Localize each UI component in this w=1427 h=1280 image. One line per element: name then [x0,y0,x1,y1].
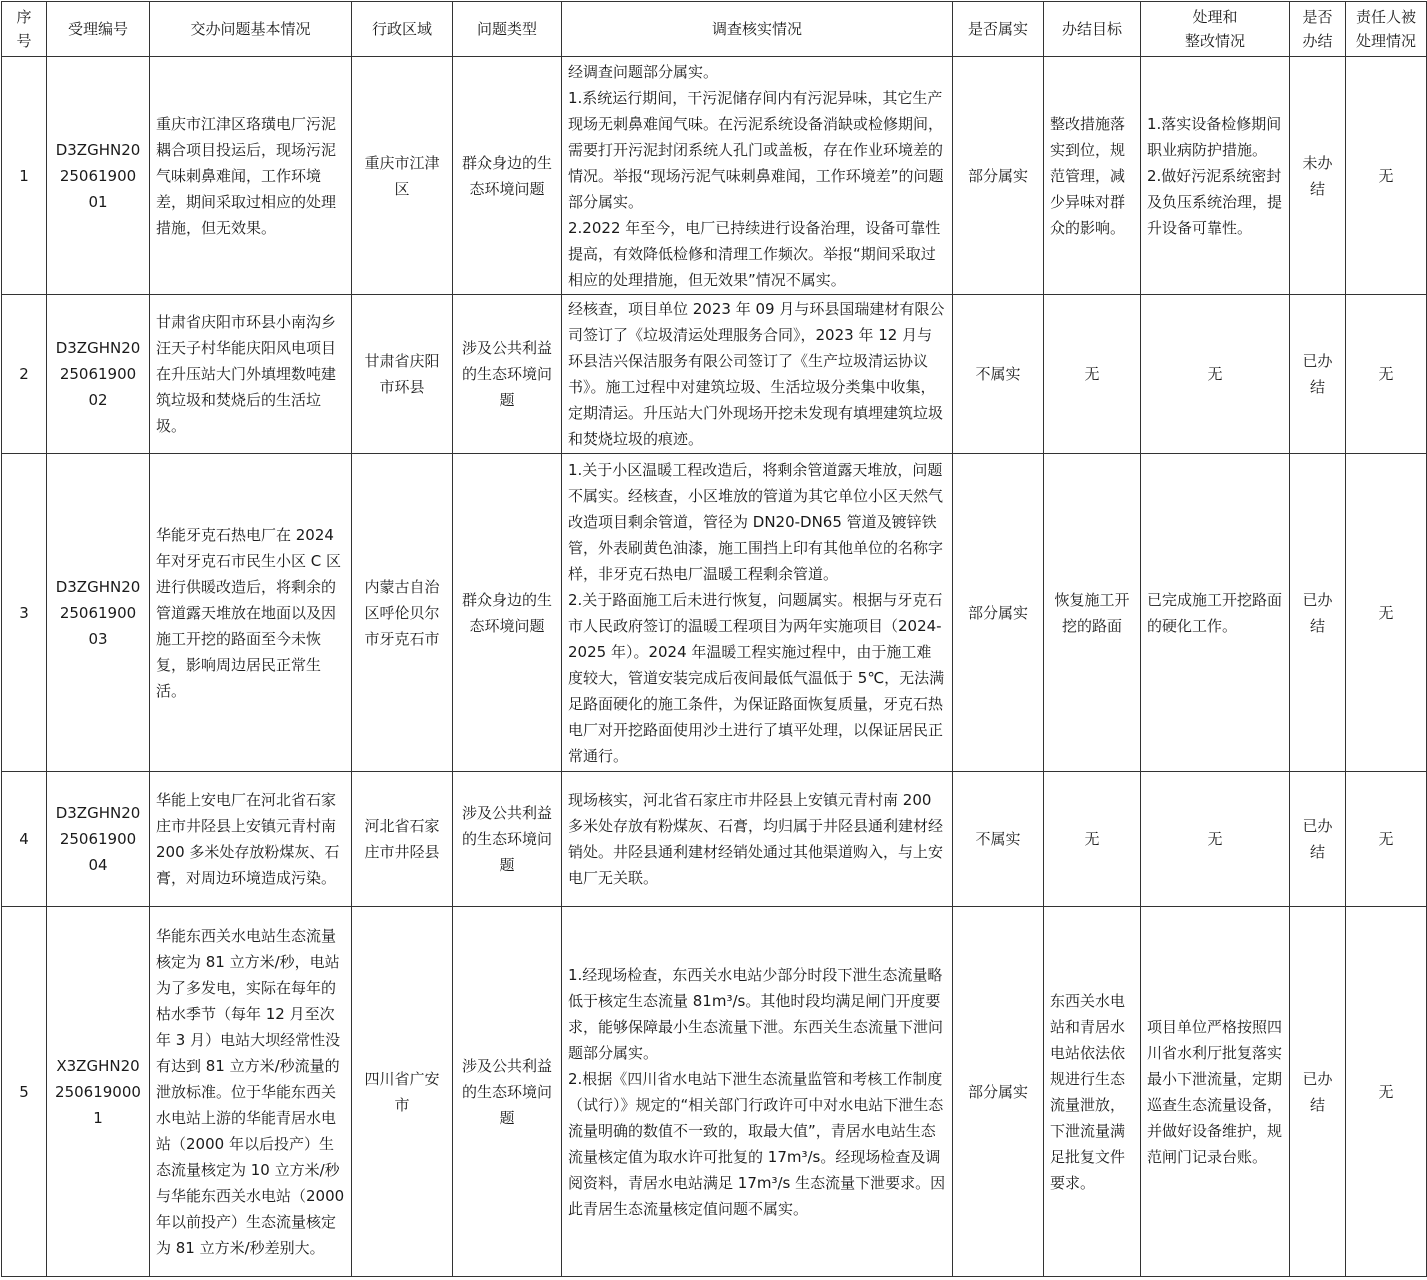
cell-closed: 已办结 [1290,454,1346,772]
cell-verified: 不属实 [953,295,1044,454]
cell-goal: 无 [1044,295,1141,454]
cell-issue: 重庆市江津区珞璜电厂污泥耦合项目投运后，现场污泥气味刺鼻难闻，工作环境差，期间采取过相应的处理措施，但无效果。 [150,57,352,295]
header-verified: 是否属实 [953,2,1044,57]
table-row [2,772,1427,907]
cell-accountability: 无 [1346,57,1427,295]
cell-goal: 东西关水电站和青居水电站依法依规进行生态流量泄放，下泄流量满足批复文件要求。 [1044,907,1141,1277]
cell-seq: 4 [2,772,47,907]
cell-seq: 1 [2,57,47,295]
cell-accountability: 无 [1346,907,1427,1277]
cell-id: D3ZGHN2025061900 01 [47,57,150,295]
cell-goal: 整改措施落实到位，规范管理，减少异味对群众的影响。 [1044,57,1141,295]
cell-type: 群众身边的生态环境问题 [453,454,562,772]
issue-table [1,1,1427,1277]
cell-issue: 华能牙克石热电厂在 2024 年对牙克石市民生小区 C 区进行供暖改造后，将剩余的管道露天堆放在地面以及因施工开挖的路面至今未恢复，影响周边居民正常生活。 [150,454,352,772]
cell-goal: 无 [1044,772,1141,907]
cell-goal: 恢复施工开挖的路面 [1044,454,1141,772]
cell-region: 内蒙古自治区呼伦贝尔市牙克石市 [352,454,453,772]
cell-issue: 甘肃省庆阳市环县小南沟乡汪天子村华能庆阳风电项目在升压站大门外填埋数吨建筑垃圾和焚烧后的生活垃圾。 [150,295,352,454]
cell-rectification: 已完成施工开挖路面的硬化工作。 [1141,454,1290,772]
cell-investigation: 现场核实，河北省石家庄市井陉县上安镇元青村南 200 多米处存放有粉煤灰、石膏，均归属于井陉县通利建材经销处。井陉县通利建材经销处通过其他渠道购入，与上安电厂无关联。 [562,772,953,907]
cell-id: D3ZGHN2025061900 02 [47,295,150,454]
cell-accountability: 无 [1346,454,1427,772]
cell-verified: 部分属实 [953,454,1044,772]
cell-closed: 已办结 [1290,295,1346,454]
cell-verified: 不属实 [953,772,1044,907]
cell-seq: 5 [2,907,47,1277]
cell-accountability: 无 [1346,295,1427,454]
cell-verified: 部分属实 [953,907,1044,1277]
table-row [2,907,1427,1277]
cell-rectification: 无 [1141,295,1290,454]
header-seq: 序 号 [2,2,47,57]
table-row [2,57,1427,295]
cell-type: 涉及公共利益的生态环境问题 [453,772,562,907]
cell-id: X3ZGHN20250619000 1 [47,907,150,1277]
cell-region: 甘肃省庆阳市环县 [352,295,453,454]
cell-closed: 已办结 [1290,907,1346,1277]
cell-investigation: 1.经现场检查，东西关水电站少部分时段下泄生态流量略低于核定生态流量 81m³/s。其他时段均满足闸门开度要求，能够保障最小生态流量下泄。东西关生态流量下泄问题部分属实。 2.根据《四川省水电站下泄生态流量监管和考核工作制度（试行）》规定的“相关部门行政许可中对水电站下泄生态流量明确的数值不一致的，取最大值”，青居水电站生态流量核定值为取水许可批复的 17m³/s。经现场检查及调阅资料，青居水电站满足 17m³/s 生态流量下泄要求。因此青居生态流量核定值问题不属实。 [562,907,953,1277]
cell-rectification: 1.落实设备检修期间职业病防护措施。 2.做好污泥系统密封及负压系统治理，提升设备可靠性。 [1141,57,1290,295]
cell-region: 四川省广安市 [352,907,453,1277]
cell-id: D3ZGHN2025061900 03 [47,454,150,772]
header-rectification: 处理和 整改情况 [1141,2,1290,57]
cell-rectification: 无 [1141,772,1290,907]
cell-issue: 华能上安电厂在河北省石家庄市井陉县上安镇元青村南 200 多米处存放粉煤灰、石膏，对周边环境造成污染。 [150,772,352,907]
cell-region: 重庆市江津区 [352,57,453,295]
cell-investigation: 经调查问题部分属实。 1.系统运行期间，干污泥储存间内有污泥异味，其它生产现场无刺鼻难闻气味。在污泥系统设备消缺或检修期间，需要打开污泥封闭系统人孔门或盖板，存在作业环境差的情况。举报“现场污泥气味刺鼻难闻，工作环境差”的问题部分属实。 2.2022 年至今，电厂已持续进行设备治理，设备可靠性提高，有效降低检修和清理工作频次。举报“期间采取过相应的处理措施，但无效果”情况不属实。 [562,57,953,295]
cell-investigation: 经核查，项目单位 2023 年 09 月与环县国瑞建材有限公司签订了《垃圾清运处理服务合同》，2023 年 12 月与环县洁兴保洁服务有限公司签订了《生产垃圾清运协议书》。施工过程中对建筑垃圾、生活垃圾分类集中收集，定期清运。升压站大门外现场开挖未发现有填埋建筑垃圾和焚烧垃圾的痕迹。 [562,295,953,454]
header-region: 行政区域 [352,2,453,57]
cell-verified: 部分属实 [953,57,1044,295]
header-accountability: 责任人被 处理情况 [1346,2,1427,57]
cell-type: 群众身边的生态环境问题 [453,57,562,295]
cell-rectification: 项目单位严格按照四川省水利厅批复落实最小下泄流量，定期巡查生态流量设备，并做好设备维护，规范闸门记录台账。 [1141,907,1290,1277]
cell-closed: 已办结 [1290,772,1346,907]
table-row [2,295,1427,454]
header-id: 受理编号 [47,2,150,57]
header-issue: 交办问题基本情况 [150,2,352,57]
header-investigation: 调查核实情况 [562,2,953,57]
header-type: 问题类型 [453,2,562,57]
header-goal: 办结目标 [1044,2,1141,57]
cell-accountability: 无 [1346,772,1427,907]
header-row [2,2,1427,57]
table-row [2,454,1427,772]
cell-type: 涉及公共利益的生态环境问题 [453,295,562,454]
cell-id: D3ZGHN2025061900 04 [47,772,150,907]
cell-seq: 2 [2,295,47,454]
cell-type: 涉及公共利益的生态环境问题 [453,907,562,1277]
cell-seq: 3 [2,454,47,772]
cell-region: 河北省石家庄市井陉县 [352,772,453,907]
cell-issue: 华能东西关水电站生态流量核定为 81 立方米/秒，电站为了多发电，实际在每年的枯水季节（每年 12 月至次年 3 月）电站大坝经常性没有达到 81 立方米/秒流量的泄放标准。位于华能东西关水电站上游的华能青居水电站（2000 年以后投产）生态流量核定为 10 立方米/秒与华能东西关水电站（2000 年以前投产）生态流量核定为 81 立方米/秒差别大。 [150,907,352,1277]
cell-closed: 未办结 [1290,57,1346,295]
header-closed: 是否 办结 [1290,2,1346,57]
cell-investigation: 1.关于小区温暖工程改造后，将剩余管道露天堆放，问题不属实。经核查，小区堆放的管道为其它单位小区天然气改造项目剩余管道，管径为 DN20-DN65 管道及镀锌铁管，外表刷黄色油漆，施工围挡上印有其他单位的名称字样，非牙克石热电厂温暖工程剩余管道。 2.关于路面施工后未进行恢复，问题属实。根据与牙克石市人民政府签订的温暖工程项目为两年实施项目（2024-2025 年）。2024 年温暖工程实施过程中，由于施工难度较大，管道安装完成后夜间最低气温低于 5℃，无法满足路面硬化的施工条件，为保证路面恢复质量，牙克石热电厂对开挖路面使用沙土进行了填平处理，以保证居民正常通行。 [562,454,953,772]
